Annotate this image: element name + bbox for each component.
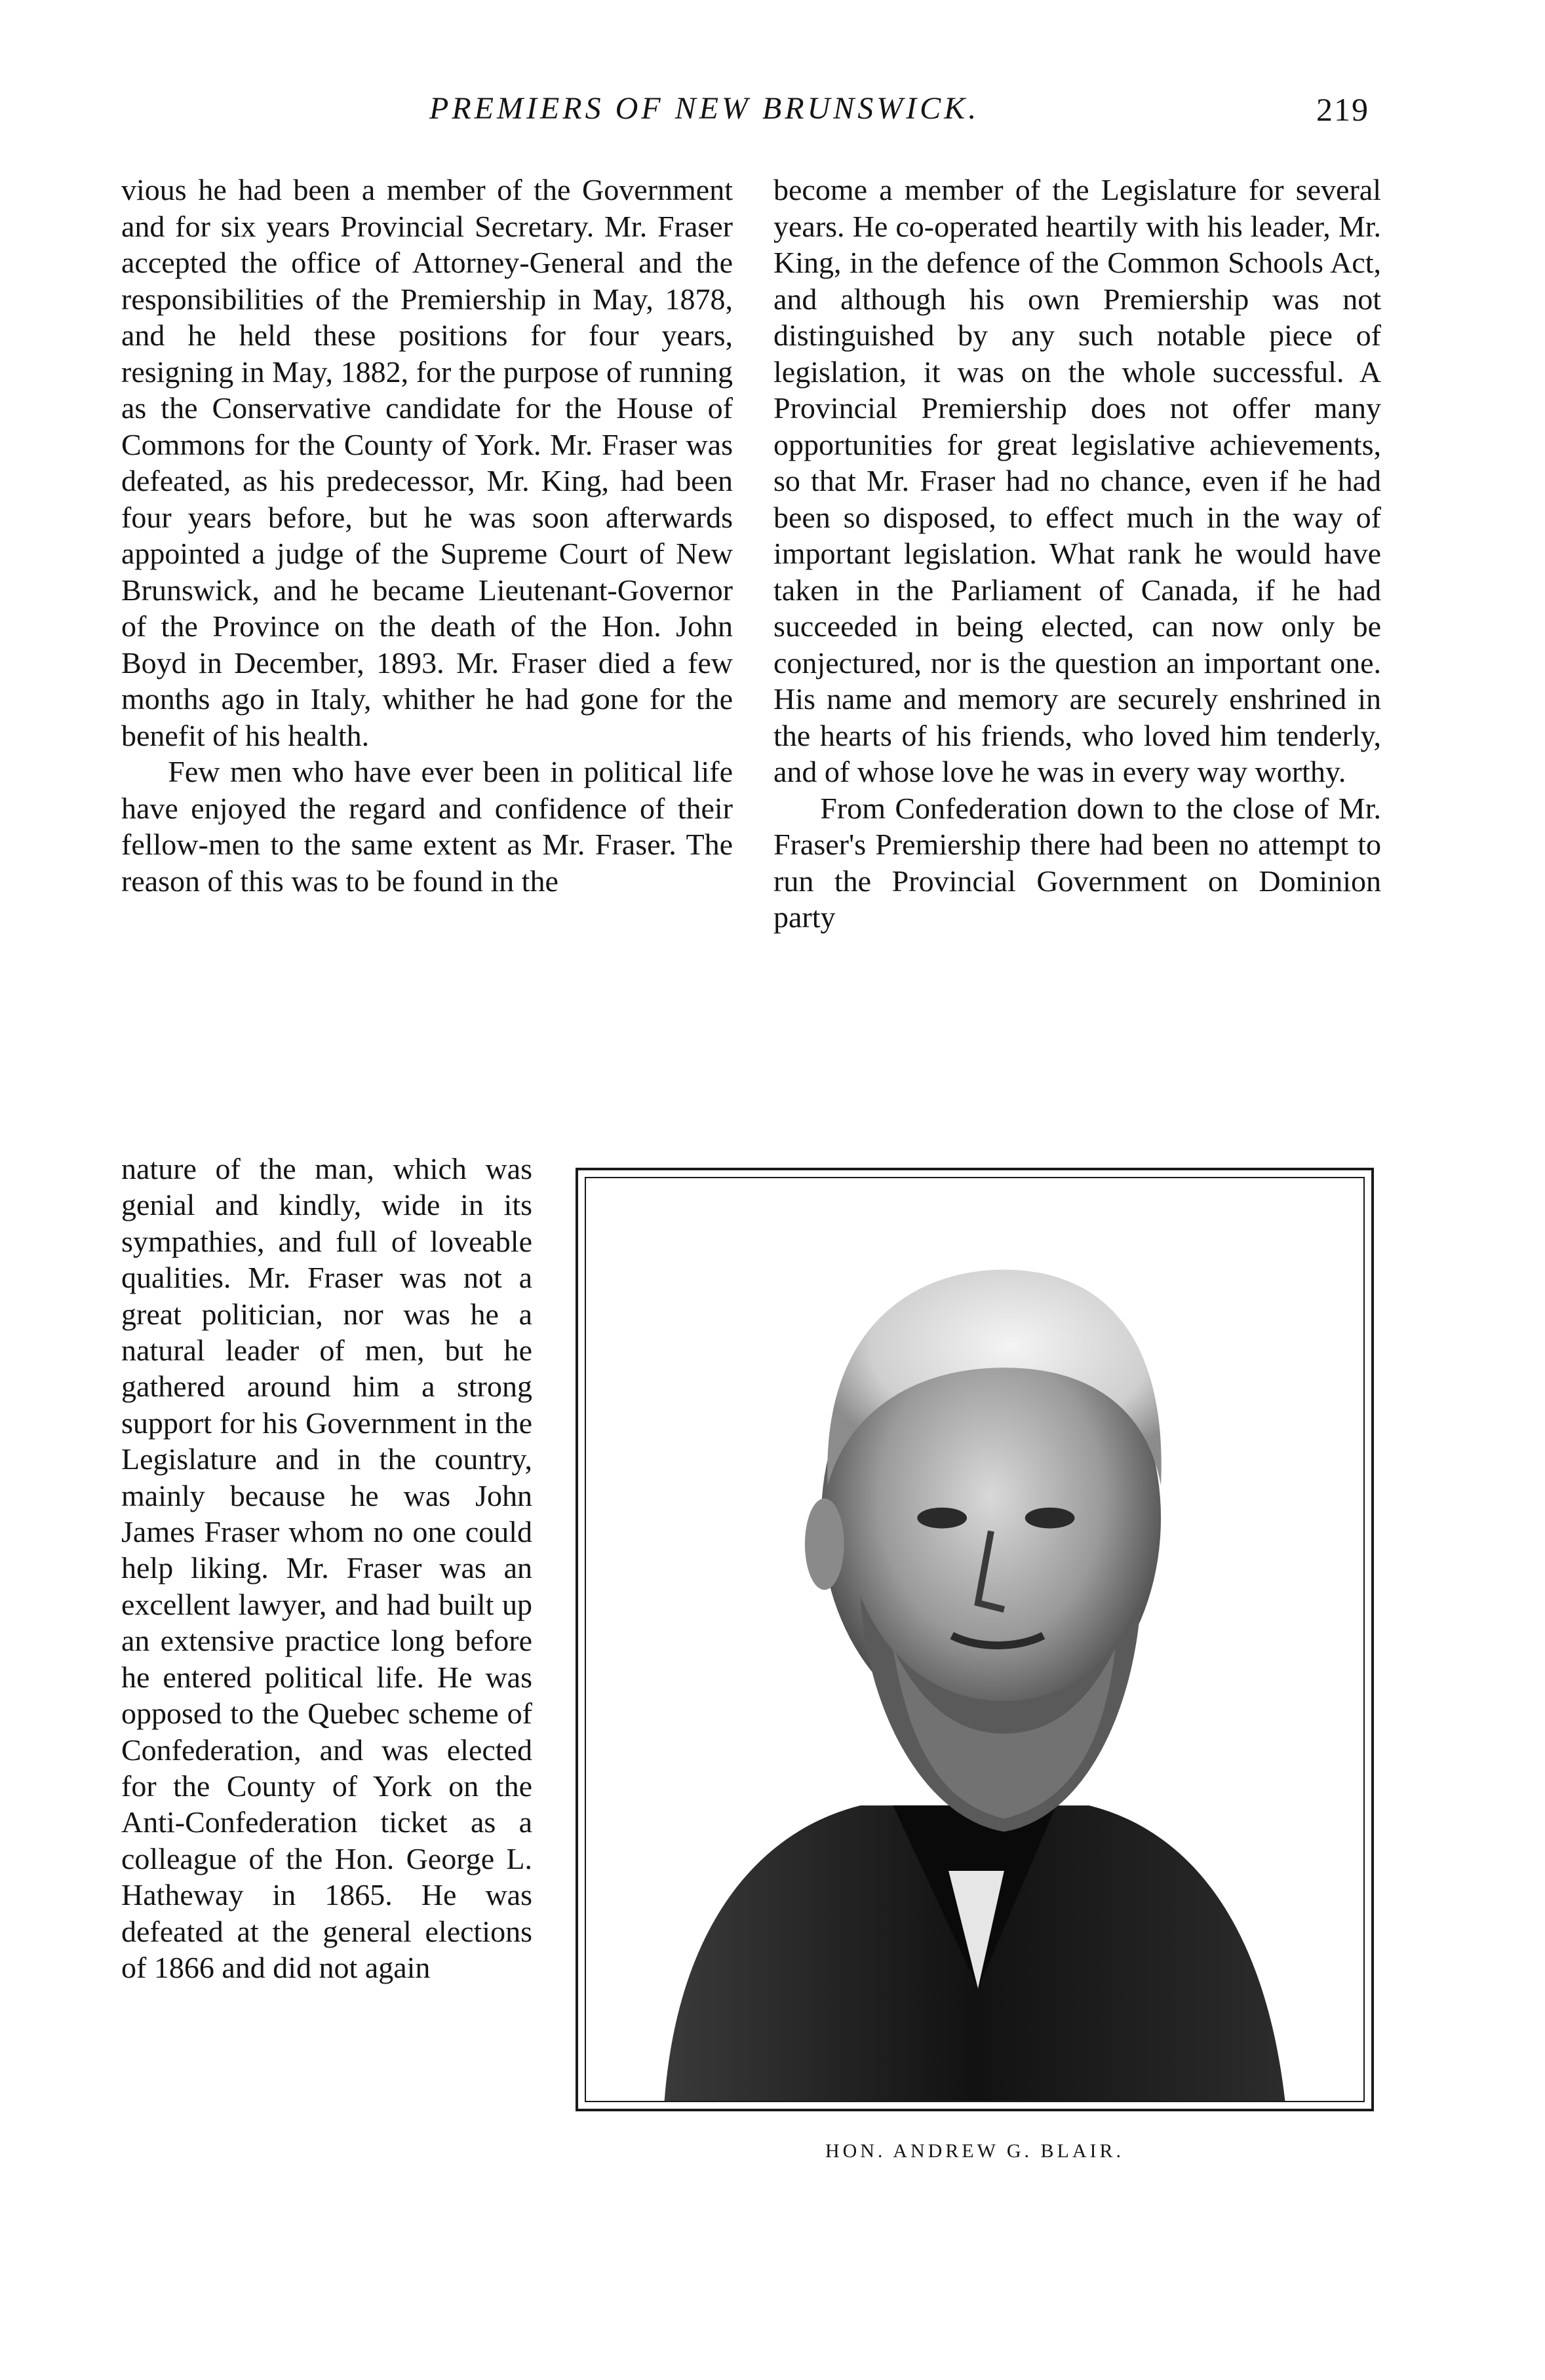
right-paragraph-1: become a member of the Legislature for several years. He co-operated heartily with his leader, Mr. King, in the defence of the Common Schools Act, and although his own Premiership was not distinguished by any such notable piece of legislation, it was on the whole successful. A Provincial Premiership does not offer many opportunities for great legislative achievements, so that Mr. Fraser had no chance, even if he had been so disposed, to effect much in the way of important legislation. What rank he would have taken in the Parliament of Canada, if he had succeeded in being elected, can now only be conjectured, nor is the question an important one. His name and memory are securely enshrined in the hearts of his friends, who loved him tenderly, and of whose love he was in every way worthy. [773, 173, 1381, 788]
left-paragraph-2-full-width: Few men who have ever been in political life have enjoyed the regard and confidence of their fellow-men to the same extent as Mr. Fraser. The reason of this was to be found in the [121, 755, 733, 898]
portrait-frame [576, 1168, 1374, 2111]
left-column [121, 172, 733, 899]
left-paragraph-1: vious he had been a member of the Government and for six years Provincial Secretary. Mr. Fraser accepted the office of Attorney-General and the responsibilities of the Premiership in May, 1878, and he held these positions for four years, resigning in May, 1882, for the purpose of running as the Conservative candidate for the House of Commons for the County of York. Mr. Fraser was defeated, as his predecessor, Mr. King, had been four years before, but he was soon afterwards appointed a judge of the Supreme Court of New Brunswick, and he became Lieutenant-Governor of the Province on the death of the Hon. John Boyd in December, 1893. Mr. Fraser died a few months ago in Italy, whither he had gone for the benefit of his health. [121, 173, 733, 752]
right-paragraph-2: From Confederation down to the close of Mr. Fraser's Premiership there had been no attempt to run the Provincial Government on Dominion party [773, 791, 1381, 934]
portrait-photo [585, 1177, 1365, 2102]
page-header [0, 90, 1545, 136]
page-number: 219 [1316, 91, 1369, 128]
running-title: PREMIERS OF NEW BRUNSWICK. [429, 91, 980, 126]
left-paragraph-2-narrow: nature of the man, which was genial and kindly, wide in its sympathies, and full of loveable qualities. Mr. Fraser was not a great politician, nor was he a natural leader of men, but he gathered around him a strong support for his Government in the Legislature and in the country, mainly because he was John James Fraser whom no one could help liking. Mr. Fraser was an excellent lawyer, and had built up an extensive practice long before he entered political life. He was opposed to the Quebec scheme of Confederation, and was elected for the County of York on the Anti-Confederation ticket as a colleague of the Hon. George L. Hatheway in 1865. He was defeated at the general elections of 1866 and did not again [121, 1152, 532, 1984]
figure-caption: HON. ANDREW G. BLAIR. [825, 2140, 1125, 2162]
right-column [773, 172, 1381, 936]
portrait-illustration [586, 1178, 1363, 2101]
